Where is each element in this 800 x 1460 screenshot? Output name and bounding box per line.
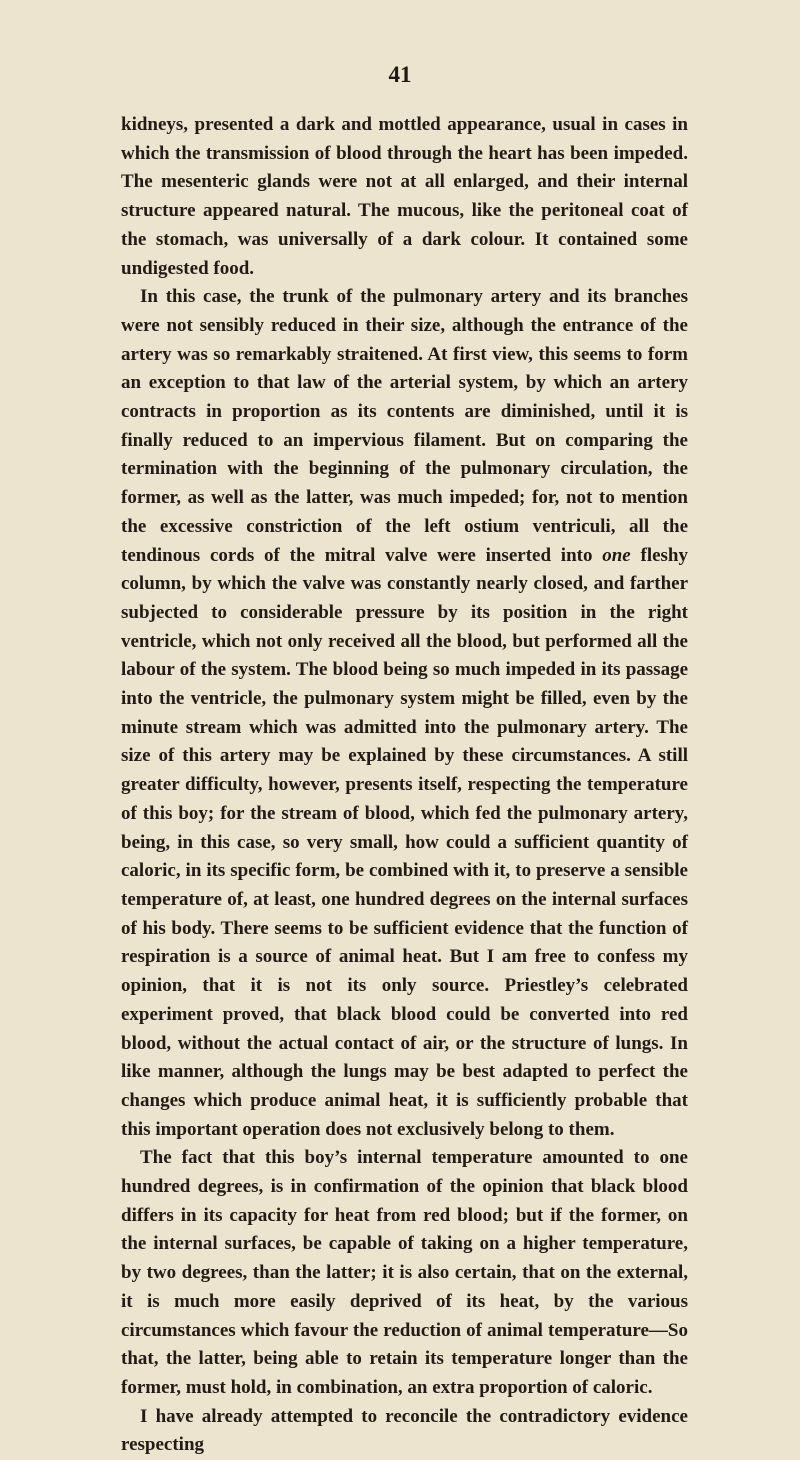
paragraph-2-text-after: fleshy column, by which the valve was constantly nearly closed, and farther subjected to considerable pressure by its position in the right ventricle, which not only received all the blood, but performed all the labour of the system. The blood being so much impeded in its passage into the ventricle, the pulmonary system might be filled, even by the minute stream which was admitted into the pulmonary artery. The size of this artery may be explained by these circumstances. A still greater difficulty, however, presents itself, respecting the temperature of this boy; for the stream of blood, which fed the pulmonary artery, being, in this case, so very small, how could a sufficient quantity of caloric, in its specific form, be combined with it, to preserve a sensible temperature of, at least, one hundred degrees on the internal surfaces of his body. There seems to be sufficient evidence that the function of respiration is a source of animal heat. But I am free to confess my opinion, that it is not its only source. Priestley’s celebrated experiment proved, that black blood could be converted into red blood, without the actual contact of air, or the structure of lungs. In like manner, although the lungs may be best adapted to perfect the changes which produce animal heat, it is sufficiently probable that this important operation does not exclusively belong to them.	[121, 544, 689, 1140]
paragraph-3: The fact that this boy’s internal temperature amounted to one hundred degrees, is in confirmation of the opinion that black blood differs in its capacity for heat from red blood; but if the former, on the internal surfaces, be capable of taking on a higher temperature, by two degrees, than the latter; it is also certain, that on the external, it is much more easily deprived of its heat, by the various circumstances which favour the reduction of animal temperature—So that, the latter, being able to retain its temperature longer than the former, must hold, in combination, an extra proportion of caloric.	[121, 1147, 688, 1398]
body-text	[121, 111, 688, 1460]
paragraph-2-text-before: In this case, the trunk of the pulmonary artery and its branches were not sensibly reduced in their size, although the entrance of the artery was so remarkably straitened. At first view, this seems to form an exception to that law of the arterial system, by which an artery contracts in proportion as its contents are diminished, until it is finally reduced to an impervious filament. But on comparing the termination with the beginning of the pulmonary circulation, the former, as well as the latter, was much impeded; for, not to mention the excessive constriction of the left ostium ventriculi, all the tendinous cords of the mitral valve were inserted into	[121, 286, 688, 566]
paragraph-1: kidneys, presented a dark and mottled appearance, usual in cases in which the transmission of blood through the heart has been impeded. The mesenteric glands were not at all enlarged, and their internal structure appeared natural. The mucous, like the peritoneal coat of the stomach, was universally of a dark colour. It contained some undigested food.	[121, 114, 688, 279]
paragraph-4: I have already attempted to reconcile the contradictory evidence respecting	[121, 1405, 688, 1456]
page-number: 41	[388, 62, 412, 87]
paragraph-2	[121, 283, 688, 1144]
emphasis-one: one	[602, 544, 631, 566]
